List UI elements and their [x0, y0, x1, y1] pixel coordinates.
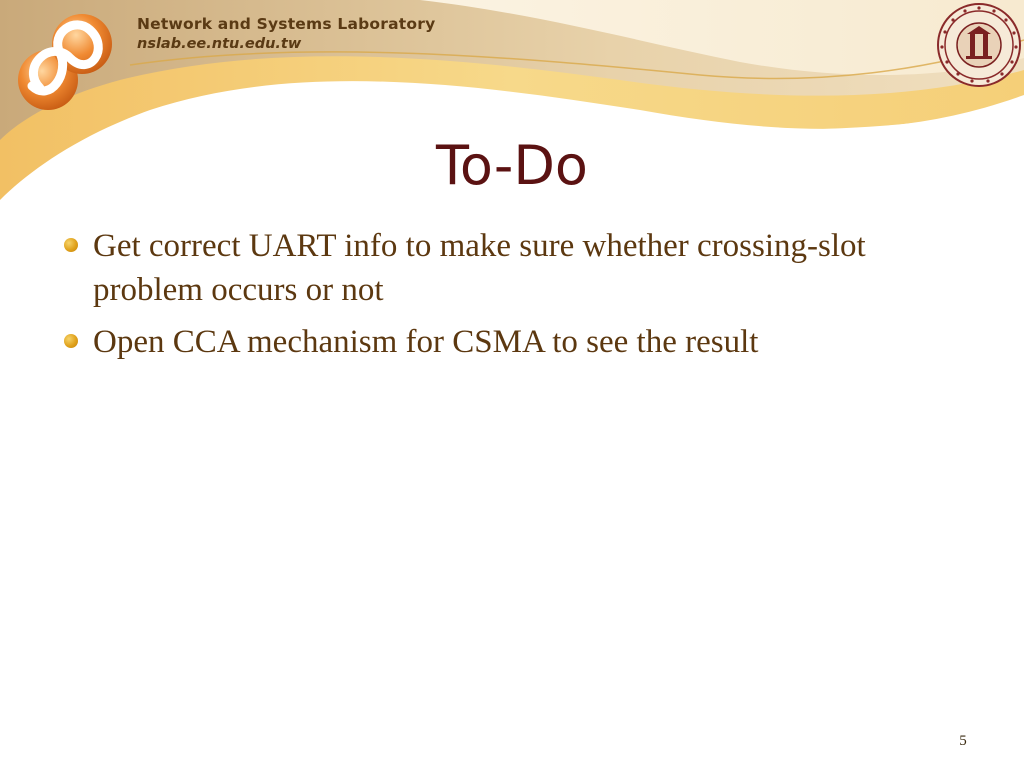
bullet-dot-icon [64, 334, 78, 348]
lab-url: nslab.ee.ntu.edu.tw [137, 36, 302, 52]
bullet-item [62, 320, 962, 364]
bullet-text: Open CCA mechanism for CSMA to see the result [93, 324, 759, 360]
page-number: 5 [959, 733, 967, 749]
lab-name: Network and Systems Laboratory [137, 15, 436, 33]
bullet-text: Get correct UART info to make sure whether crossing-slot problem occurs or not [93, 228, 866, 308]
bullet-list [62, 224, 962, 372]
lab-logo-icon [10, 8, 120, 118]
university-seal-icon [936, 2, 1022, 88]
bullet-item [62, 224, 962, 312]
slide-title: To-Do [436, 134, 588, 197]
bullet-dot-icon [64, 238, 78, 252]
